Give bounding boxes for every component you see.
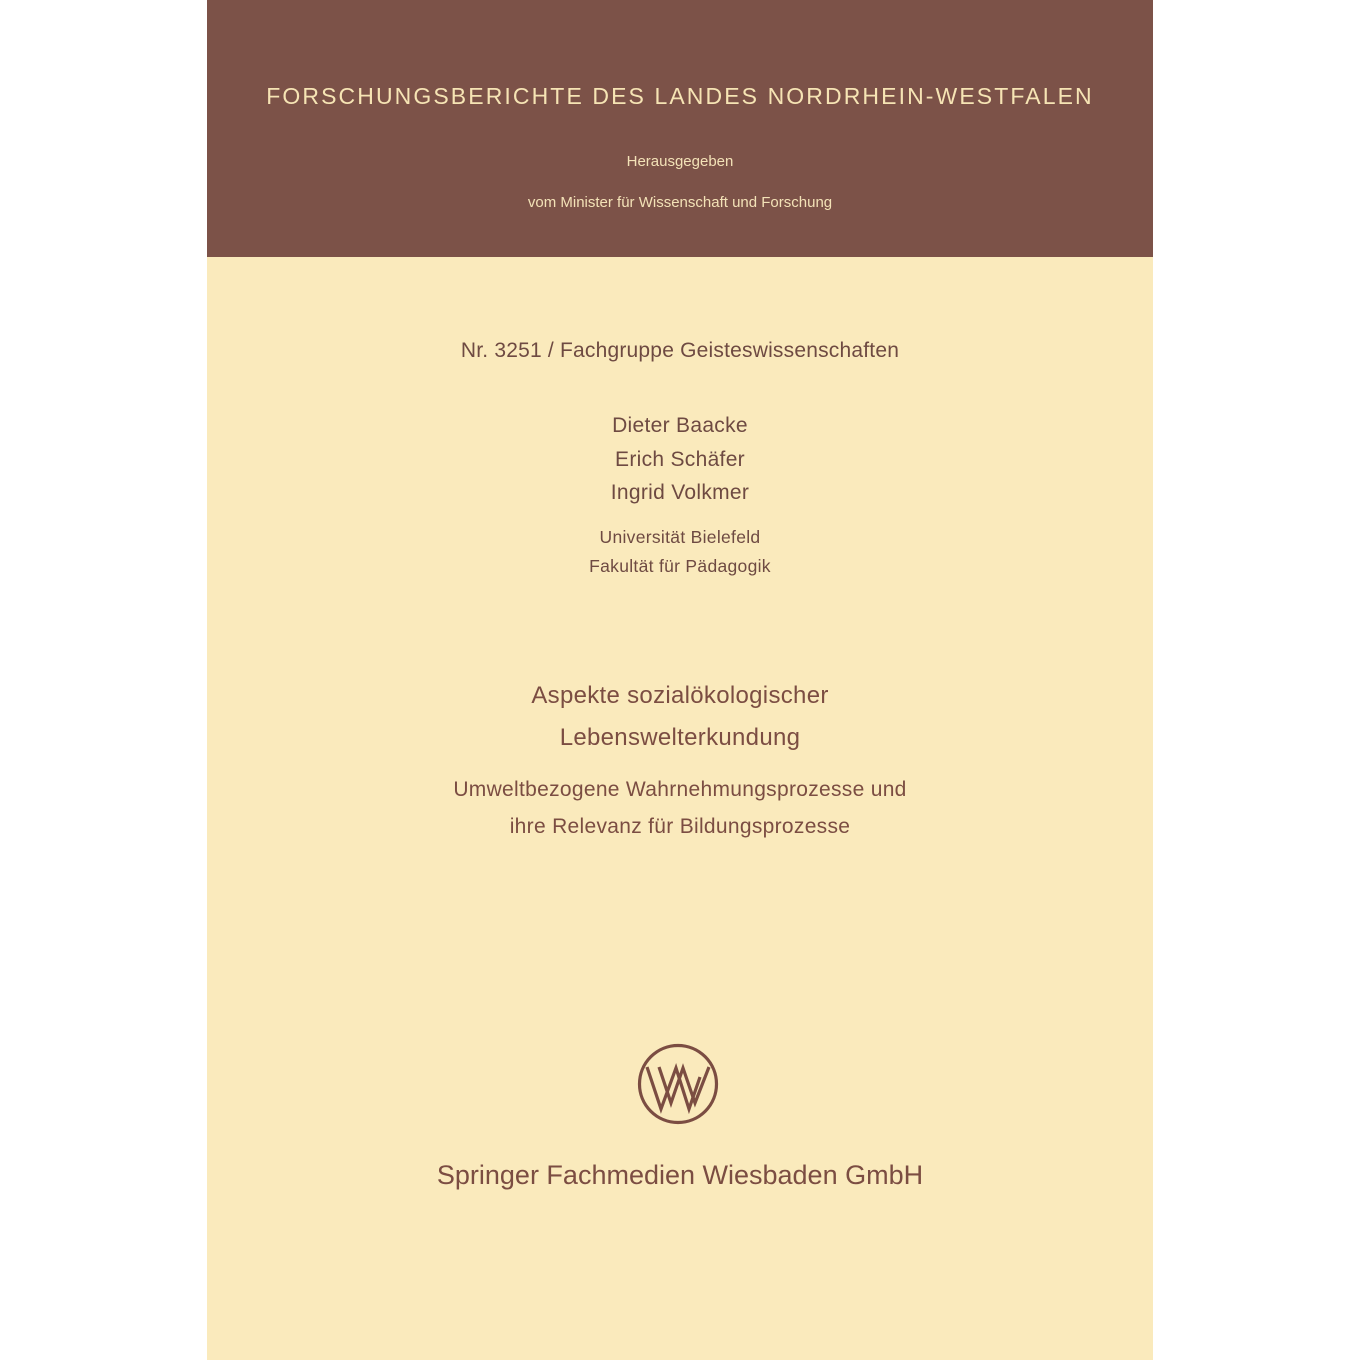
author-name: Erich Schäfer	[615, 448, 745, 471]
author-name: Ingrid Volkmer	[610, 481, 750, 504]
book-subtitle-line: ihre Relevanz für Bildungsprozesse	[509, 815, 851, 838]
author-name: Dieter Baacke	[612, 414, 748, 437]
publisher-name: Springer Fachmedien Wiesbaden GmbH	[436, 1160, 924, 1190]
book-subtitle-line: Umweltbezogene Wahrnehmungsprozesse und	[453, 778, 907, 801]
book-title-line: Aspekte sozialökologischer	[531, 682, 829, 709]
series-title: FORSCHUNGSBERICHTE DES LANDES NORDRHEIN-WESTFALEN	[266, 83, 1094, 109]
book-cover	[207, 0, 1153, 1360]
affiliation-faculty: Fakultät für Pädagogik	[589, 556, 771, 576]
book-title-line: Lebenswelterkundung	[559, 724, 801, 751]
ministry-label: vom Minister für Wissenschaft und Forschung	[527, 194, 833, 211]
header-band	[207, 0, 1153, 257]
westdeutscher-verlag-logo-icon	[636, 1042, 720, 1126]
report-number: Nr. 3251 / Fachgruppe Geisteswissenschaften	[460, 339, 900, 362]
edited-by-label: Herausgegeben	[626, 153, 734, 170]
affiliation-university: Universität Bielefeld	[599, 527, 761, 547]
